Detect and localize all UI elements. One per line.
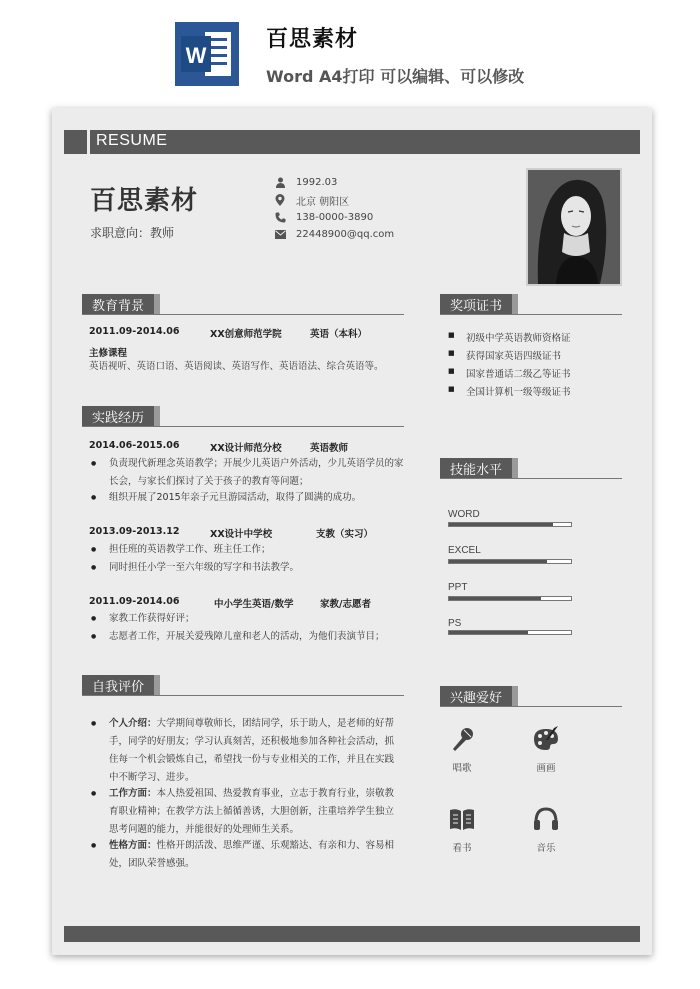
self-eval-work-text: 本人热爱祖国、热爱教育事业，立志于教育行业，崇敬教育职业精神；在教学方法上循循善诱，大胆创新，注重培养学生独立思考问题的能力，并能很好的处理师生关系。 — [109, 788, 395, 835]
self-eval-intro — [89, 715, 401, 787]
hobby-singing-label: 唱歌 — [452, 763, 472, 774]
self-eval-work-label: 工作方面： — [109, 788, 157, 799]
skill-word-bar — [448, 522, 572, 527]
skill-ps-label: PS — [448, 618, 462, 629]
self-eval-personality-text: 性格开朗活泼、思维严谨、乐观豁达、有亲和力、容易相处，团队荣誉感强。 — [109, 840, 395, 869]
book-icon — [448, 806, 476, 832]
edu-courses: 英语视听、英语口语、英语阅读、英语写作、英语语法、综合英语等。 — [89, 361, 384, 372]
section-certs-title: 奖项证书 — [440, 294, 512, 314]
section-hobbies-title: 兴趣爱好 — [440, 686, 512, 706]
location-pin-icon — [274, 194, 286, 206]
practice-3-item-2: ● 志愿者工作，开展关爱残障儿童和老人的活动，为他们表演节目； — [89, 628, 407, 646]
skill-ps-fill — [449, 631, 528, 634]
resume-banner — [64, 130, 640, 154]
hobby-music — [516, 806, 576, 854]
divider — [440, 478, 622, 479]
divider — [82, 426, 404, 427]
edu-school: XX创意师范学院 — [210, 329, 282, 340]
self-eval-work — [89, 785, 401, 839]
self-eval-intro-label: 个人介绍： — [109, 718, 157, 729]
candidate-name: 百思素材 — [90, 186, 199, 216]
cert-item: ■ 获得国家英语四级证书 — [448, 348, 561, 362]
person-icon — [274, 176, 286, 188]
phone-icon — [274, 211, 286, 223]
birth-value: 1992.03 — [296, 176, 338, 188]
skill-word-fill — [449, 523, 553, 526]
edu-major: 英语（本科） — [310, 329, 368, 340]
practice-3-role: 家教/志愿者 — [320, 599, 371, 610]
practice-2-org: XX设计中学校 — [210, 529, 273, 540]
skill-word-label: WORD — [448, 509, 480, 520]
cert-item: ■ 国家普通话二级乙等证书 — [448, 366, 571, 380]
practice-1-org: XX设计师范分校 — [210, 443, 282, 454]
profile-photo — [526, 168, 622, 286]
page-subtitle: Word A4打印 可以编辑、可以修改 — [266, 67, 525, 86]
section-education-title: 教育背景 — [82, 294, 154, 314]
microphone-icon — [449, 726, 475, 752]
divider — [440, 314, 622, 315]
divider — [82, 314, 404, 315]
section-skills-header — [440, 458, 622, 480]
info-phone — [274, 209, 373, 225]
divider — [440, 706, 622, 707]
logo-letter: W — [185, 43, 207, 68]
hobby-reading — [432, 806, 492, 854]
section-hobbies-header — [440, 686, 622, 708]
practice-1-item-2: ● 组织开展了2015年亲子元旦游园活动，取得了圆满的成功。 — [89, 489, 407, 507]
skill-ppt-label: PPT — [448, 582, 468, 593]
practice-3-org: 中小学生英语/数学 — [214, 599, 294, 610]
section-self-eval-title: 自我评价 — [82, 675, 154, 695]
practice-2-date: 2013.09-2013.12 — [89, 526, 180, 537]
footer-bar — [64, 926, 640, 942]
hobby-singing — [432, 726, 492, 774]
skill-ps-bar — [448, 630, 572, 635]
skill-excel-bar — [448, 559, 572, 564]
skill-excel-label: EXCEL — [448, 545, 481, 556]
edu-course-title: 主修课程 — [89, 348, 128, 359]
practice-2-item-2: ● 同时担任小学一至六年级的写字和书法教学。 — [89, 559, 407, 577]
resume-banner-text: RESUME — [96, 132, 168, 149]
email-value: 22448900@qq.com — [296, 228, 395, 240]
skill-ppt-fill — [449, 597, 541, 600]
self-eval-personality-label: 性格方面： — [109, 840, 157, 851]
hobby-music-label: 音乐 — [536, 843, 556, 854]
self-eval-personality — [89, 837, 401, 873]
hobby-painting — [516, 726, 576, 774]
job-intent: 求职意向：教师 — [90, 226, 175, 240]
cert-item: ■ 初级中学英语教师资格证 — [448, 330, 571, 344]
section-practice-title: 实践经历 — [82, 406, 154, 426]
palette-icon — [532, 726, 560, 752]
practice-3-date: 2011.09-2014.06 — [89, 596, 180, 607]
practice-1-date: 2014.06-2015.06 — [89, 440, 180, 451]
practice-1-role: 英语教师 — [310, 443, 349, 454]
info-email — [274, 226, 394, 242]
cert-item: ■ 全国计算机一级等级证书 — [448, 384, 571, 398]
hobby-painting-label: 画画 — [536, 763, 556, 774]
phone-value: 138-0000-3890 — [296, 211, 374, 223]
section-practice-header — [82, 406, 404, 428]
practice-2-role: 支教（实习） — [316, 529, 374, 540]
word-logo-icon — [175, 22, 239, 86]
section-education-header — [82, 294, 404, 316]
info-location — [274, 192, 349, 208]
section-self-eval-header — [82, 675, 404, 697]
banner-block — [64, 130, 90, 154]
headphones-icon — [532, 806, 560, 832]
hobby-reading-label: 看书 — [452, 843, 472, 854]
self-eval-intro-text: 大学期间尊敬师长，团结同学，乐于助人，是老师的好帮手，同学的好朋友；学习认真刻苦，还积极地参加各种社会活动，抓住每一个机会锻炼自己，希望找一份与专业相关的工作，并且在实践中不断学习、进步。 — [109, 718, 395, 783]
practice-2-item-1: ● 担任班的英语教学工作、班主任工作； — [89, 541, 407, 559]
location-value: 北京 朝阳区 — [296, 196, 350, 208]
practice-1-item-1: ● 负责现代新理念英语教学；开展少儿英语户外活动，少儿英语学员的家长会，与家长们探讨了关于孩子的教育等问题； — [89, 455, 407, 491]
practice-3-item-1: ● 家教工作获得好评； — [89, 610, 407, 628]
divider — [82, 695, 404, 696]
mail-icon — [274, 228, 286, 240]
info-birth — [274, 174, 337, 190]
skill-excel-fill — [449, 560, 547, 563]
skill-ppt-bar — [448, 596, 572, 601]
page-title: 百思素材 — [266, 27, 359, 52]
section-skills-title: 技能水平 — [440, 458, 512, 478]
edu-date: 2011.09-2014.06 — [89, 326, 180, 337]
section-certs-header — [440, 294, 622, 316]
resume-paper — [52, 108, 652, 955]
